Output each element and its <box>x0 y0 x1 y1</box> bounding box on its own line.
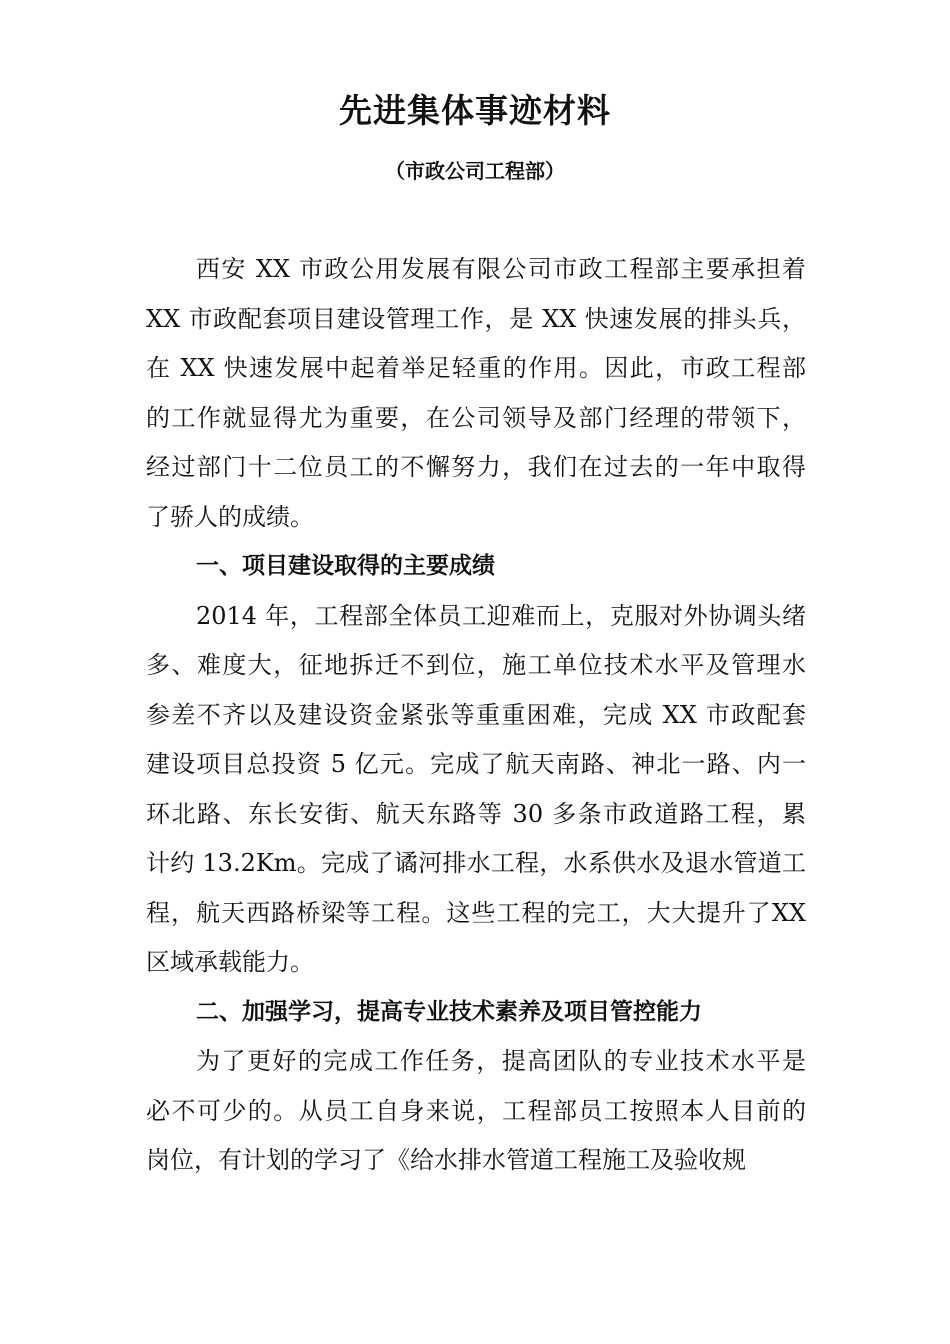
document-subtitle: （市政公司工程部） <box>385 159 565 183</box>
paragraph-line: 程，航天西路桥梁等工程。这些工程的完工，大大提升了XX <box>146 898 806 927</box>
document-title: 先进集体事迹材料 <box>339 91 611 130</box>
paragraph-line: 建设项目总投资 5 亿元。完成了航天南路、神北一路、内一 <box>146 750 806 778</box>
paragraph-line: 的工作就显得尤为重要，在公司领导及部门经理的带领下， <box>146 403 806 432</box>
paragraph-line: 了骄人的成绩。 <box>146 502 314 531</box>
document-body <box>146 245 806 1186</box>
section-heading: 一、项目建设取得的主要成绩 <box>196 553 495 579</box>
paragraph-line: 区域承载能力。 <box>146 948 314 976</box>
paragraph-line: 计约 13.2Km。完成了谲河排水工程，水系供水及退水管道工 <box>146 849 806 877</box>
paragraph-line: XX 市政配套项目建设管理工作，是 XX 快速发展的排头兵， <box>146 304 806 333</box>
paragraph-line: 经过部门十二位员工的不懈努力，我们在过去的一年中取得 <box>146 453 806 481</box>
paragraph-line: 为了更好的完成工作任务，提高团队的专业技术水平是 <box>196 1047 806 1075</box>
paragraph-line: 在 XX 快速发展中起着举足轻重的作用。因此，市政工程部 <box>146 354 806 382</box>
paragraph-line: 2014 年，工程部全体员工迎难而上，克服对外协调头绪 <box>196 601 806 630</box>
paragraph-line: 岗位，有计划的学习了《给水排水管道工程施工及验收规 <box>146 1146 746 1174</box>
section-heading: 二、加强学习，提高专业技术素养及项目管控能力 <box>196 998 702 1025</box>
paragraph-line: 西安 XX 市政公用发展有限公司市政工程部主要承担着 <box>196 255 806 283</box>
paragraph-line: 必不可少的。从员工自身来说，工程部员工按照本人目前的 <box>146 1096 806 1125</box>
paragraph-line: 环北路、东长安街、航天东路等 30 多条市政道路工程，累 <box>146 799 806 828</box>
paragraph-line: 多、难度大，征地拆迁不到位，施工单位技术水平及管理水 <box>146 651 806 679</box>
paragraph-line: 参差不齐以及建设资金紧张等重重困难，完成 XX 市政配套 <box>146 700 806 729</box>
